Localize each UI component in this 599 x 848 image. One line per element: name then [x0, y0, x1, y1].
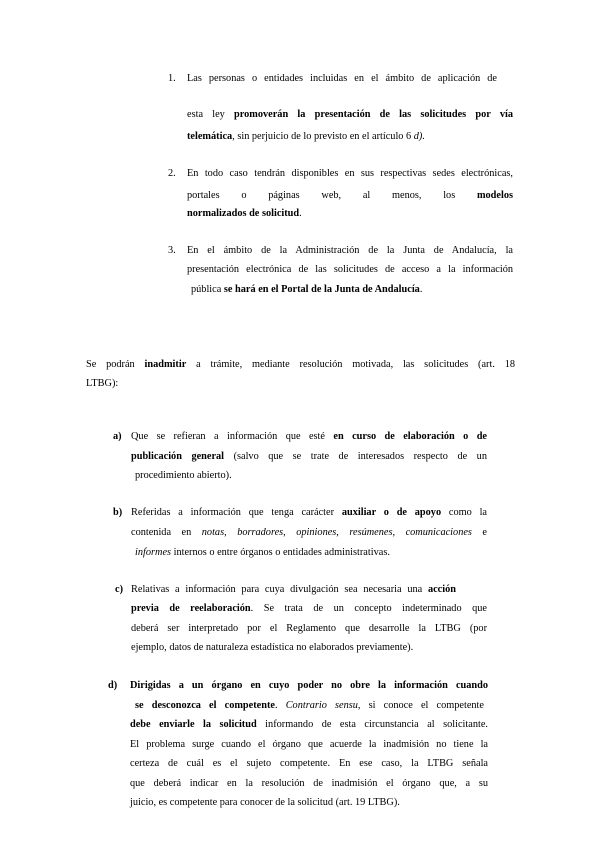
text: portales o páginas web, al menos, los: [187, 190, 477, 201]
text: (salvo que se trate de interesados respecto de un: [224, 451, 487, 462]
bold-text: publicación general: [131, 451, 225, 462]
text: ,: [336, 527, 350, 538]
paragraph-line: [130, 738, 488, 751]
text: internos o entre órganos o entidades administrativas.: [171, 547, 390, 558]
paragraph-line: [131, 602, 487, 615]
paragraph-line: [131, 622, 487, 635]
bold-text: normalizados de solicitud: [187, 208, 300, 219]
text: Que se refieran a información que esté: [131, 431, 334, 442]
bold-text: debe enviarle la solicitud: [130, 719, 257, 730]
paragraph-line: [187, 263, 513, 276]
paragraph-line: [187, 108, 513, 121]
text: procedimiento abierto).: [135, 470, 232, 481]
list-letter: a): [113, 431, 122, 442]
italic-text: resúmenes: [349, 527, 393, 538]
paragraph-line: [135, 546, 390, 559]
text: Relativas a información para cuya divulgación sea necesaria una: [131, 584, 428, 595]
text: e: [471, 527, 487, 538]
list-letter: c): [115, 584, 123, 595]
italic-text: d).: [413, 131, 425, 142]
paragraph-line: [187, 189, 513, 202]
bold-text: acción: [427, 584, 456, 595]
list-letter: d): [108, 680, 118, 691]
paragraph-line: [131, 641, 413, 654]
paragraph-line: [135, 699, 484, 712]
text: juicio, es competente para conocer de la solicitud (art. 19 LTBG).: [130, 797, 400, 808]
text: esta ley: [187, 109, 235, 120]
paragraph-line: [130, 757, 488, 770]
text: como la: [441, 507, 487, 518]
italic-text: Contrario sensu: [285, 700, 358, 711]
paragraph-line: [187, 244, 513, 257]
text: deberá ser interpretado por el Reglamento que desarrolle la LTBG (por: [131, 623, 487, 634]
text: . Se trata de un concepto indeterminado que: [250, 603, 487, 614]
paragraph-line: [135, 469, 232, 482]
bold-text: previa de reelaboración: [131, 603, 251, 614]
text: ,: [224, 527, 238, 538]
paragraph-line: [131, 506, 487, 519]
text: LTBG):: [86, 378, 119, 389]
italic-text: opiniones: [296, 527, 337, 538]
paragraph-line: [86, 358, 515, 371]
text: Referidas a información que tenga carácter: [131, 507, 342, 518]
bold-text: se desconozca el competente: [135, 700, 275, 711]
text: En el ámbito de la Administración de la Junta de Andalucía, la: [187, 245, 513, 256]
paragraph-line: [130, 679, 488, 692]
text: En todo caso tendrán disponibles en sus respectivas sedes electrónicas,: [187, 168, 513, 179]
bold-text: en curso de elaboración o de: [333, 431, 487, 442]
paragraph-line: [130, 718, 488, 731]
bold-text: Dirigidas a un órgano en cuyo poder no obre la información cuando: [130, 680, 488, 691]
text: El problema surge cuando el órgano que acuerde la inadmisión no tiene la: [130, 739, 488, 750]
italic-text: notas: [201, 527, 225, 538]
text: pública: [191, 284, 224, 295]
paragraph-line: [191, 283, 422, 296]
paragraph-line: [187, 167, 513, 180]
paragraph-line: [187, 130, 425, 143]
italic-text: comunicaciones: [405, 527, 472, 538]
bold-text: modelos: [476, 190, 513, 201]
text: contenida en: [131, 527, 202, 538]
paragraph-line: [86, 377, 118, 390]
bold-text: promoverán la presentación de las solicitudes por vía: [234, 109, 513, 120]
text: , si conoce el competente: [357, 700, 484, 711]
text: .: [299, 208, 302, 219]
list-number: 3.: [168, 245, 176, 256]
list-letter: b): [113, 507, 123, 518]
text: , sin perjuicio de lo previsto en el artículo 6: [232, 131, 414, 142]
paragraph-line: [131, 430, 487, 443]
bold-text: inadmitir: [144, 359, 187, 370]
text: certeza de cuál es el sujeto competente. En ese caso, la LTBG señala: [130, 758, 488, 769]
paragraph-line: [187, 72, 497, 85]
text: .: [419, 284, 423, 295]
text: ,: [283, 527, 297, 538]
bold-text: telemática: [187, 131, 233, 142]
text: que deberá indicar en la resolución de inadmisión el órgano que, a su: [130, 778, 488, 789]
text: informando de esta circunstancia al solicitante.: [256, 719, 488, 730]
text: Las personas o entidades incluidas en el ámbito de aplicación de: [187, 73, 497, 84]
list-number: 2.: [168, 168, 176, 179]
text: presentación electrónica de las solicitudes de acceso a la información: [187, 264, 513, 275]
bold-text: se hará en el Portal de la Junta de Andalucía: [223, 284, 420, 295]
paragraph-line: [130, 796, 400, 809]
italic-text: borradores: [237, 527, 284, 538]
italic-text: informes: [135, 547, 172, 558]
paragraph-line: [131, 450, 487, 463]
bold-text: auxiliar o de apoyo: [341, 507, 442, 518]
list-number: 1.: [168, 73, 176, 84]
text: a trámite, mediante resolución motivada, las solicitudes (art. 18: [186, 359, 516, 370]
text: Se podrán: [86, 359, 145, 370]
paragraph-line: [130, 777, 488, 790]
paragraph-line: [131, 583, 456, 596]
paragraph-line: [187, 207, 302, 220]
text: ,: [392, 527, 406, 538]
paragraph-line: [131, 526, 487, 539]
text: .: [274, 700, 286, 711]
text: ejemplo, datos de naturaleza estadística no elaborados previamente).: [131, 642, 414, 653]
